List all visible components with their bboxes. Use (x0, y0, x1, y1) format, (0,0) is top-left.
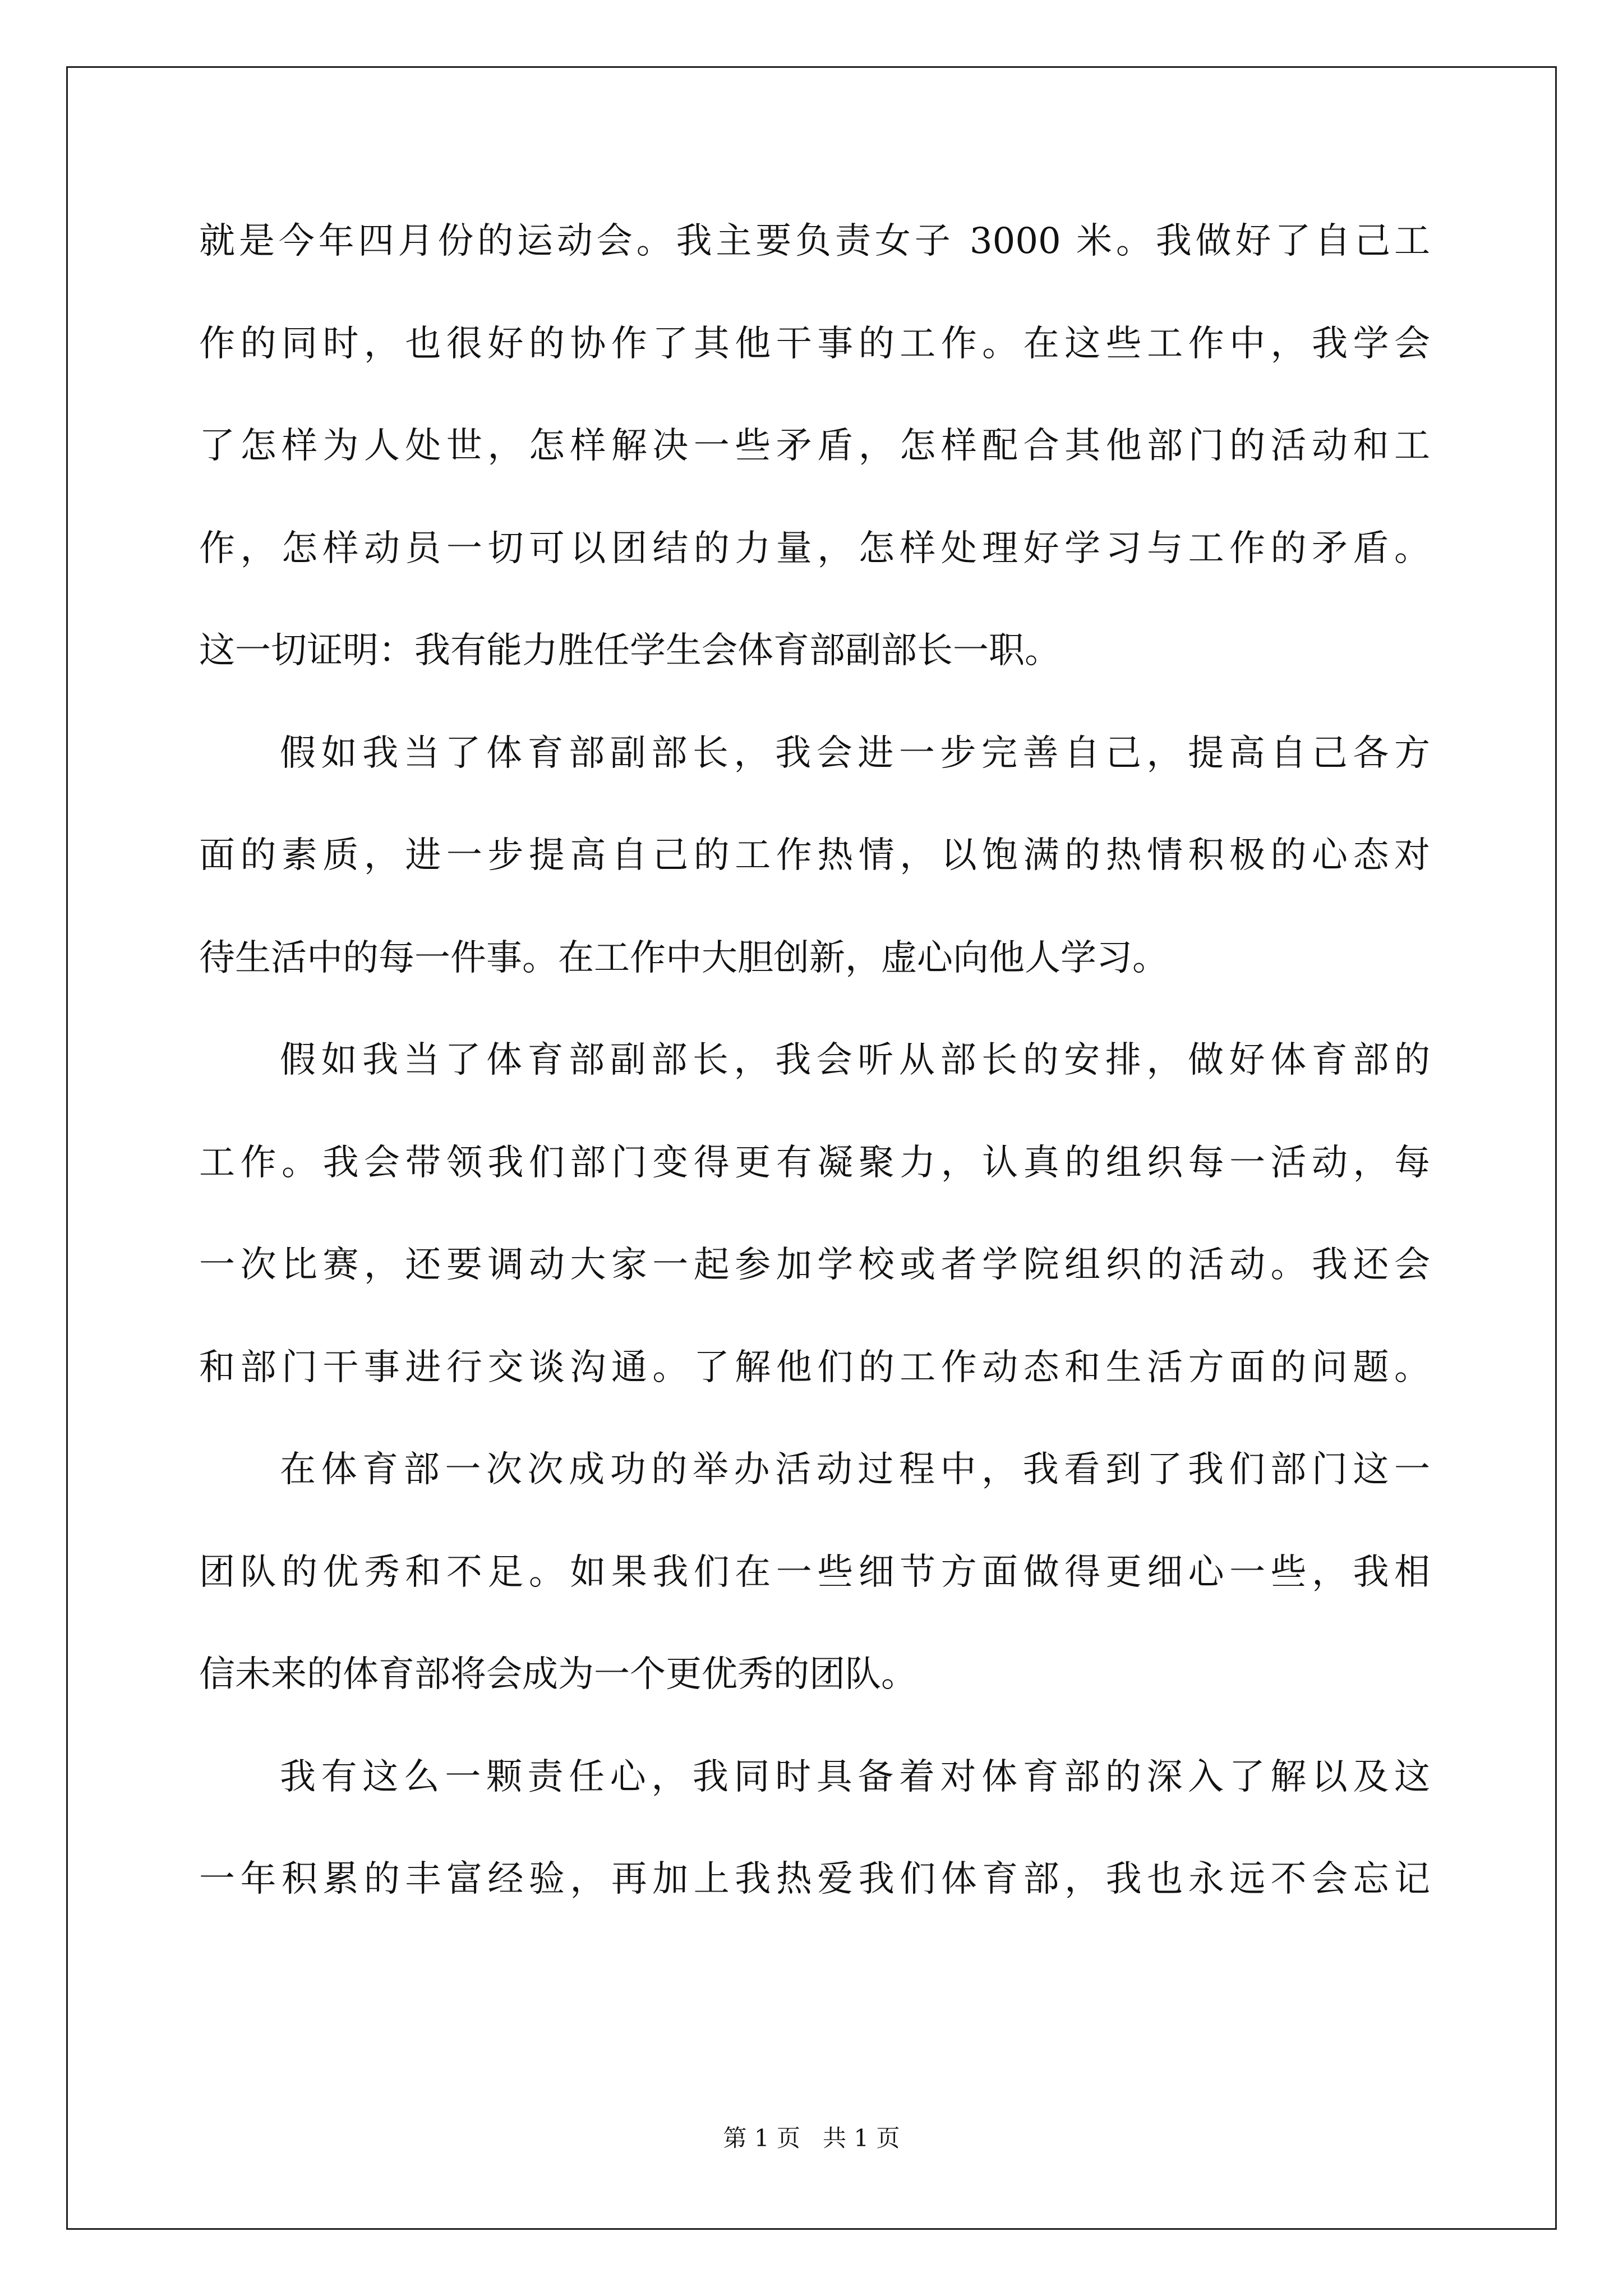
text-line: 假如我当了体育部副部长，我会听从部长的安排，做好体育部的 (280, 1039, 1430, 1081)
text-line: 了怎样为人处世，怎样解决一些矛盾，怎样配合其他部门的活动和工 (199, 425, 1430, 467)
text-line: 这一切证明：我有能力胜任学生会体育部副部长一职。 (199, 630, 1061, 671)
text-line: 工作。我会带领我们部门变得更有凝聚力，认真的组织每一活动，每 (199, 1142, 1430, 1184)
text-line: 信未来的体育部将会成为一个更优秀的团队。 (199, 1654, 917, 1695)
text-line: 作的同时，也很好的协作了其他干事的工作。在这些工作中，我学会 (199, 323, 1430, 365)
text-line: 假如我当了体育部副部长，我会进一步完善自己，提高自己各方 (280, 732, 1430, 774)
text-line: 待生活中的每一件事。在工作中大胆创新，虚心向他人学习。 (199, 937, 1168, 979)
text-line: 作，怎样动员一切可以团结的力量，怎样处理好学习与工作的矛盾。 (199, 527, 1430, 569)
text-line: 就是今年四月份的运动会。我主要负责女子 3000 米。我做好了自己工 (199, 220, 1430, 262)
text-line: 我有这么一颗责任心，我同时具备着对体育部的深入了解以及这 (280, 1756, 1430, 1798)
document-body (199, 213, 1430, 1954)
text-line: 面的素质，进一步提高自己的工作热情，以饱满的热情积极的心态对 (199, 835, 1430, 876)
text-line: 团队的优秀和不足。如果我们在一些细节方面做得更细心一些，我相 (199, 1551, 1430, 1593)
text-line: 一年积累的丰富经验，再加上我热爱我们体育部，我也永远不会忘记 (199, 1858, 1430, 1900)
text-line: 和部门干事进行交谈沟通。了解他们的工作动态和生活方面的问题。 (199, 1346, 1430, 1388)
text-line: 一次比赛，还要调动大家一起参加学校或者学院组织的活动。我还会 (199, 1244, 1430, 1286)
text-line: 在体育部一次次成功的举办活动过程中，我看到了我们部门这一 (280, 1449, 1430, 1490)
page-footer: 第 1 页 共 1 页 (723, 2124, 900, 2152)
